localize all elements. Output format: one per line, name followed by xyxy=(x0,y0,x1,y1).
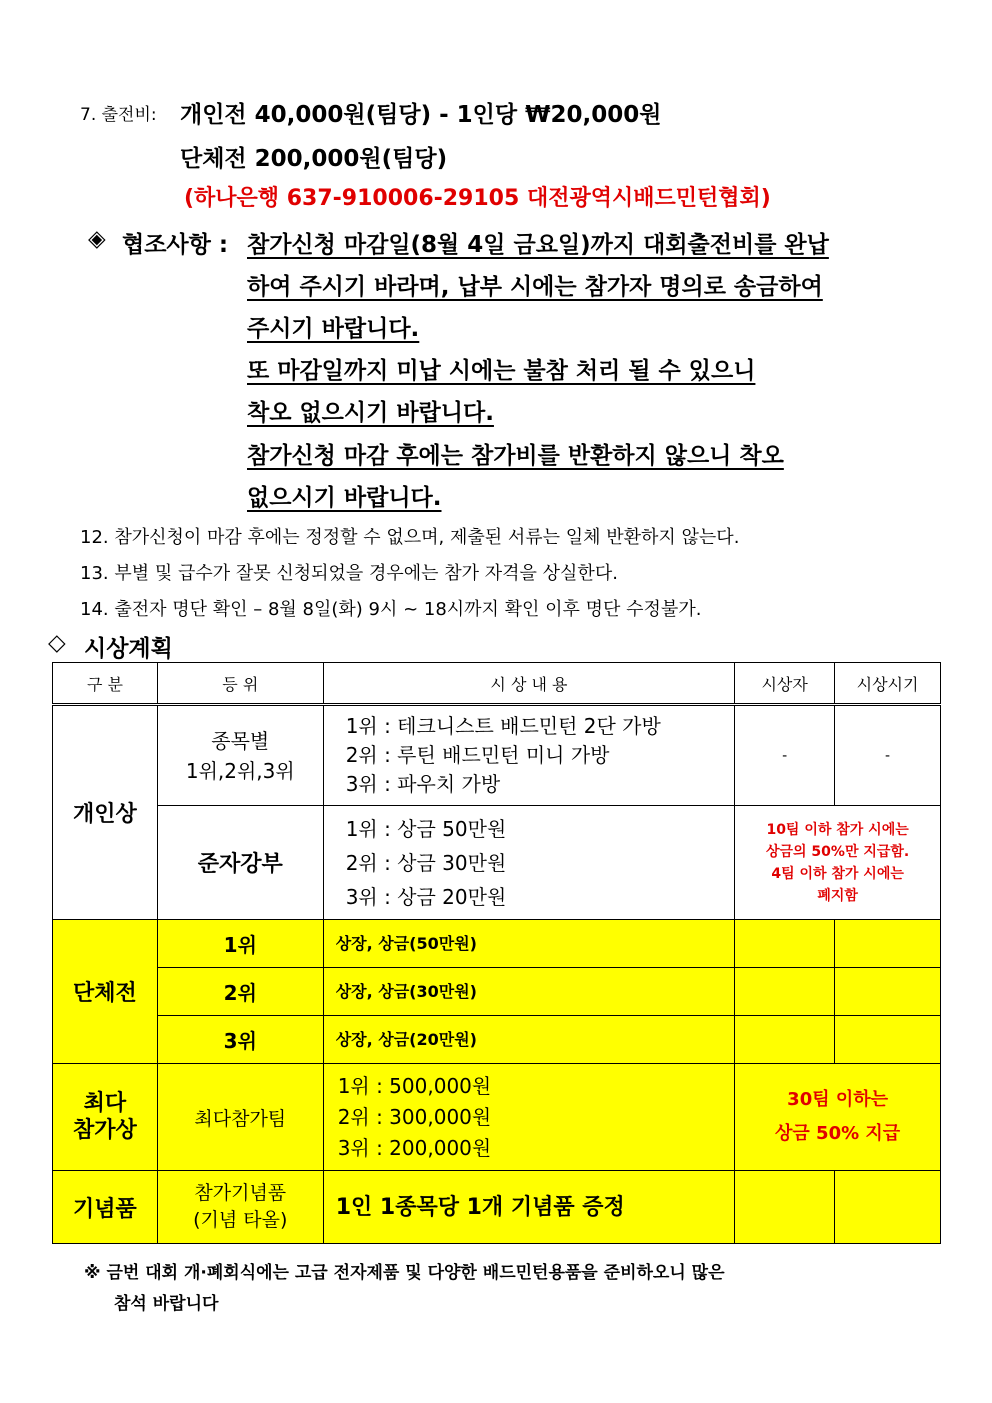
note-14: 14. 출전자 명단 확인 – 8월 8일(화) 9시 ~ 18시까지 확인 이후 명단 수정불가. xyxy=(80,599,702,620)
category-most-participants xyxy=(53,1064,158,1171)
list-item: 1위 : 상금 50만원 xyxy=(345,816,507,841)
rank-cell xyxy=(157,705,323,806)
table-header-row xyxy=(53,663,941,705)
presenter-cell: - xyxy=(735,705,835,806)
table-row xyxy=(53,920,941,968)
note-line: 상금 50% 지급 xyxy=(775,1123,901,1144)
cooperation-heading: 협조사항 : xyxy=(122,232,229,258)
presenter-cell xyxy=(735,1171,835,1244)
header-rank: 등 위 xyxy=(157,663,323,705)
section-marker-icon: ◇ xyxy=(48,630,66,656)
cooperation-line: 주시기 바랍니다. xyxy=(247,316,420,342)
presenter-cell xyxy=(735,1016,835,1064)
content-cell xyxy=(323,806,735,920)
note-12: 12. 참가신청이 마감 후에는 정정할 수 없으며, 제출된 서류는 일체 반환하지 않는다. xyxy=(80,527,740,548)
runner-up-note xyxy=(735,806,941,920)
rank-cell: 1위 xyxy=(157,920,323,968)
header-presenter: 시상자 xyxy=(735,663,835,705)
table-row xyxy=(53,705,941,806)
timing-cell xyxy=(835,1171,941,1244)
cooperation-line: 착오 없으시기 바랍니다. xyxy=(247,400,494,426)
fee-bank-account: (하나은행 637-910006-29105 대전광역시배드민턴협회) xyxy=(184,186,771,211)
list-item: 2위 : 상금 30만원 xyxy=(345,850,507,875)
content-cell: 상장, 상금(20만원) xyxy=(323,1016,735,1064)
timing-cell xyxy=(835,920,941,968)
rank-line: (기념 타올) xyxy=(193,1209,288,1231)
presenter-cell xyxy=(735,920,835,968)
category-team: 단체전 xyxy=(53,920,158,1064)
rank-cell: 3위 xyxy=(157,1016,323,1064)
content-cell: 상장, 상금(30만원) xyxy=(323,968,735,1016)
note-13: 13. 부별 및 급수가 잘못 신청되었을 경우에는 참가 자격을 상실한다. xyxy=(80,563,618,584)
content-cell xyxy=(323,1064,735,1171)
content-cell: 1인 1종목당 1개 기념품 증정 xyxy=(323,1171,735,1244)
presenter-cell xyxy=(735,968,835,1016)
rank-runner-up: 준자강부 xyxy=(157,806,323,920)
note-line: 4팀 이하 참가 시에는 xyxy=(771,865,904,882)
footer-note-continued: 참석 바랍니다 xyxy=(114,1294,219,1314)
note-line: 30팀 이하는 xyxy=(787,1089,889,1110)
header-timing: 시상시기 xyxy=(835,663,941,705)
category-souvenir: 기념품 xyxy=(53,1171,158,1244)
most-participants-note xyxy=(735,1064,941,1171)
footer-note: ※ 금번 대회 개·폐회식에는 고급 전자제품 및 다양한 배드민턴용품을 준비하오니 많은 xyxy=(84,1263,725,1283)
cooperation-line: 참가신청 마감일(8월 4일 금요일)까지 대회출전비를 완납 xyxy=(247,232,829,258)
list-item: 2위 : 루틴 배드민턴 미니 가방 xyxy=(345,743,610,767)
cooperation-line: 또 마감일까지 미납 시에는 불참 처리 될 수 있으니 xyxy=(247,358,756,384)
category-individual: 개인상 xyxy=(53,705,158,920)
timing-cell xyxy=(835,1016,941,1064)
note-line: 폐지함 xyxy=(817,887,858,904)
list-item: 2위 : 300,000원 xyxy=(337,1104,492,1129)
rank-line: 참가기념품 xyxy=(194,1182,287,1204)
table-row xyxy=(53,1064,941,1171)
table-row xyxy=(53,1016,941,1064)
award-section-title: 시상계획 xyxy=(84,636,173,662)
list-item: 1위 : 500,000원 xyxy=(337,1073,492,1098)
award-table xyxy=(52,662,941,1244)
fee-team: 단체전 200,000원(팀당) xyxy=(180,146,448,172)
diamond-bullet-icon: ◈ xyxy=(88,226,106,252)
table-row xyxy=(53,1171,941,1244)
header-category: 구 분 xyxy=(53,663,158,705)
rank-event: 종목별 xyxy=(211,728,270,753)
category-line: 참가상 xyxy=(73,1118,137,1143)
cooperation-line: 하여 주시기 바라며, 납부 시에는 참가자 명의로 송금하여 xyxy=(247,274,823,300)
table-row xyxy=(53,968,941,1016)
list-item: 3위 : 상금 20만원 xyxy=(345,884,507,909)
header-content: 시 상 내 용 xyxy=(323,663,735,705)
rank-cell xyxy=(157,1171,323,1244)
rank-cell: 2위 xyxy=(157,968,323,1016)
table-row xyxy=(53,806,941,920)
rank-event-places: 1위,2위,3위 xyxy=(185,758,295,783)
list-item: 1위 : 테크니스트 배드민턴 2단 가방 xyxy=(345,714,661,738)
cooperation-line: 없으시기 바랍니다. xyxy=(247,485,442,511)
content-cell: 상장, 상금(50만원) xyxy=(323,920,735,968)
category-line: 최다 xyxy=(83,1091,127,1116)
fee-individual: 개인전 40,000원(팀당) - 1인당 ₩20,000원 xyxy=(180,102,662,128)
timing-cell: - xyxy=(835,705,941,806)
note-line: 10팀 이하 참가 시에는 xyxy=(766,821,909,838)
fee-label: 7. 출전비: xyxy=(80,105,157,125)
note-line: 상금의 50%만 지급함. xyxy=(765,843,910,860)
content-cell xyxy=(323,705,735,806)
list-item: 3위 : 200,000원 xyxy=(337,1135,492,1160)
timing-cell xyxy=(835,968,941,1016)
rank-cell: 최다참가팀 xyxy=(157,1064,323,1171)
list-item: 3위 : 파우치 가방 xyxy=(345,772,501,796)
cooperation-line: 참가신청 마감 후에는 참가비를 반환하지 않으니 착오 xyxy=(247,443,784,469)
